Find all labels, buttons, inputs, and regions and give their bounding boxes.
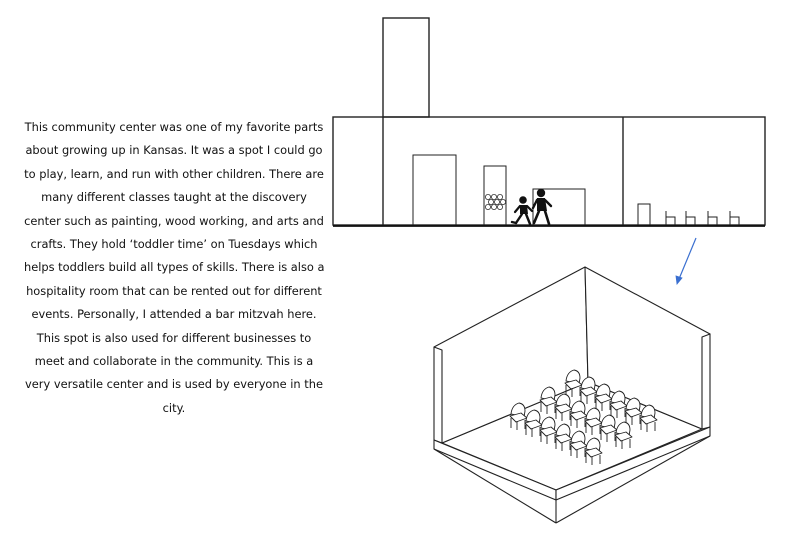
description-line: to play, learn, and run with other children. There are bbox=[24, 166, 324, 181]
doorway bbox=[413, 155, 456, 225]
description-line: helps toddlers build all types of skills. There is also a bbox=[24, 260, 325, 275]
running-children-figures bbox=[512, 189, 551, 224]
description-line: This spot is also used for different businesses to bbox=[36, 330, 312, 345]
chair bbox=[666, 211, 675, 225]
description-line: events. Personally, I attended a bar mitzvah here. bbox=[31, 307, 317, 322]
callout-arrow bbox=[676, 238, 696, 284]
description-line: center such as painting, wood working, and arts and bbox=[24, 213, 324, 228]
building-outline bbox=[333, 117, 765, 225]
description-line: many different classes taught at the discovery bbox=[41, 190, 307, 205]
tower bbox=[383, 18, 429, 117]
description-line: This community center was one of my favorite parts bbox=[24, 120, 324, 134]
description-line: crafts. They hold ‘toddler time’ on Tuesdays which bbox=[30, 237, 318, 252]
chair bbox=[730, 211, 739, 225]
chair bbox=[708, 211, 717, 225]
description-line: very versatile center and is used by everyone in the bbox=[25, 377, 323, 392]
description-line: hospitality room that can be rented out for different bbox=[26, 283, 322, 298]
balls-display bbox=[485, 194, 505, 209]
room-wall-left-edge bbox=[434, 347, 442, 443]
room-wall-right-edge bbox=[702, 334, 710, 429]
small-cabinet bbox=[638, 204, 650, 225]
child-figure-tall bbox=[533, 189, 551, 224]
description-line: city. bbox=[162, 400, 186, 415]
description-line: meet and collaborate in the community. This is a bbox=[34, 354, 314, 369]
building-section-elevation bbox=[333, 18, 765, 225]
description-line: about growing up in Kansas. It was a spot I could go bbox=[25, 143, 323, 158]
chair bbox=[686, 211, 695, 225]
child-figure-small bbox=[512, 196, 532, 224]
